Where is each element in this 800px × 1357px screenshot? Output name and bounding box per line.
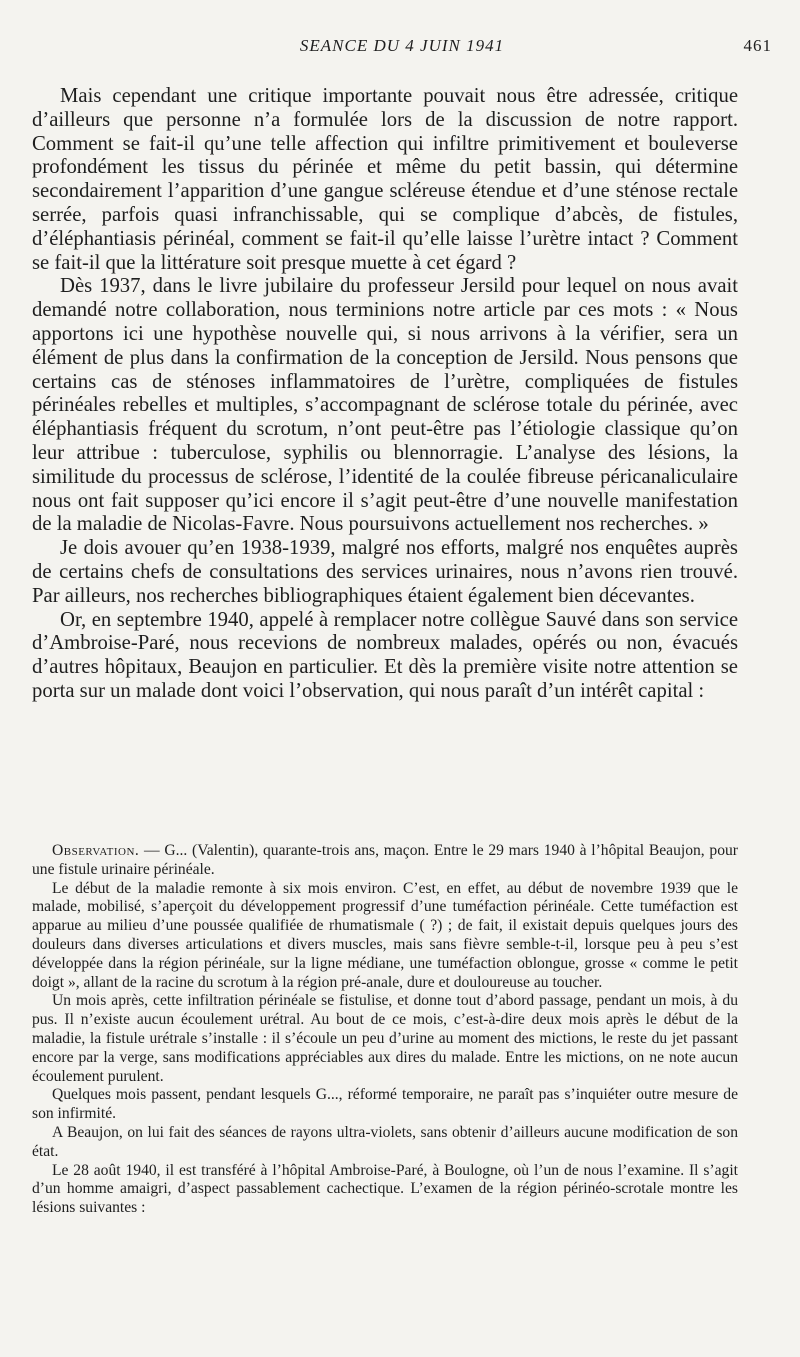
paragraph-recherches: Je dois avouer qu’en 1938-1939, malgré nos efforts, malgré nos enquêtes auprès de certains chefs de consultations des services urinaires, nous n’avons rien trouvé. Par ailleurs, nos recherches bibliographiques étaient également bien décevantes. — [32, 537, 738, 607]
paragraph-jersild: Dès 1937, dans le livre jubilaire du professeur Jersild pour lequel on nous avait demandé notre collaboration, nous terminions notre article par ces mots : « Nous apportons ici une hypothèse nouvelle qui, si nous arrivons à la vérifier, sera un élément de plus dans la confirmation de la conception de Jersild. Nous pensons que certains cas de sténoses inflammatoires de l’urètre, compliquées de fistules périnéales rebelles et multiples, s’accompagnant de sclérose totale du périnée, avec éléphantiasis fréquent du scrotum, n’ont peut-être pas l’étiologie classique qu’on leur attribue : tuberculose, syphilis ou blennorragie. L’analyse des lésions, la similitude du processus de sclérose, l’identité de la coulée fibreuse péricanaliculaire nous ont fait supposer qu’ici encore il s’agit peut-être d’une nouvelle manifestation de la maladie de Nicolas-Favre. Nous poursuivons actuellement nos recherches. » — [32, 275, 738, 536]
observation-lead: — G... (Valentin), quarante-trois ans, maçon. Entre le 29 mars 1940 à l’hôpital Beaujon, pour une fistule urinaire périnéale. — [32, 842, 738, 878]
running-title: SEANCE DU 4 JUIN 1941 — [299, 36, 505, 55]
observation-heading — [32, 842, 738, 880]
paragraph-septembre: Or, en septembre 1940, appelé à remplacer notre collègue Sauvé dans son service d’Ambroise-Paré, nous recevions de nombreux malades, opérés ou non, évacués d’autres hôpitaux, Beaujon en particulier. Et dès la première visite notre attention se porta sur un malade dont voici l’observation, qui nous paraît d’un intérêt capital : — [32, 608, 738, 702]
observation-paragraph: Quelques mois passent, pendant lesquels G..., réformé temporaire, ne paraît pas s’inquiéter outre mesure de son infirmité. — [32, 1086, 738, 1123]
observation-paragraph: Le début de la maladie remonte à six mois environ. C’est, en effet, au début de novembre 1939 que le malade, mobilisé, s’aperçoit du développement progressif d’une tuméfaction périnéale. Cette tuméfaction est apparue au milieu d’une poussée qualifiée de rhumatismale ( ?) ; de fait, il existait depuis quelques jours des douleurs dans diverses articulations et divers muscles, mais sans fièvre semble-t-il, lorsque peu à peu s’est développée dans la région périnéale, sur la ligne médiane, une tuméfaction oblongue, grosse « comme le petit doigt », allant de la racine du scrotum à la région pré-anale, dure et douloureuse au toucher. — [32, 879, 738, 991]
observation-block — [32, 842, 738, 1218]
main-text — [32, 85, 738, 704]
observation-label: Observation. — [52, 842, 140, 859]
observation-paragraph: Un mois après, cette infiltration périnéale se fistulise, et donne tout d’abord passage, pendant un mois, à du pus. Il n’existe aucun écoulement urétral. Au bout de ce mois, c’est-à-dire deux mois après le début de la maladie, la fistule urétrale s’installe : il s’écoule un peu d’urine au moment des mictions, le reste du jet passant encore par la verge, sans modifications appréciables aux dires du malade. Entre les mictions, on ne note aucun écoulement purulent. — [32, 992, 738, 1085]
paragraph-critique: Mais cependant une critique importante pouvait nous être adressée, critique d’ailleurs que personne n’a formulée lors de la discussion de notre rapport. Comment se fait-il qu’une telle affection qui infiltre primitivement et bouleverse profondément les tissus du périnée et même du petit bassin, qui détermine secondairement l’apparition d’une gangue scléreuse étendue et d’une sténose rectale serrée, parfois quasi infranchissable, qui se complique d’abcès, de fistules, d’éléphantiasis périnéal, comment se fait-il qu’elle laisse l’urètre intact ? Comment se fait-il que la littérature soit presque muette à cet égard ? — [32, 85, 738, 274]
observation-paragraph: Le 28 août 1940, il est transféré à l’hôpital Ambroise-Paré, à Boulogne, où l’un de nous l’examine. Il s’agit d’un homme amaigri, d’aspect passablement cachectique. L’examen de la région périnéo-scrotale montre les lésions suivantes : — [32, 1161, 738, 1217]
observation-paragraph: A Beaujon, on lui fait des séances de rayons ultra-violets, sans obtenir d’ailleurs aucune modification de son état. — [32, 1123, 738, 1160]
page-number: 461 — [743, 36, 772, 55]
